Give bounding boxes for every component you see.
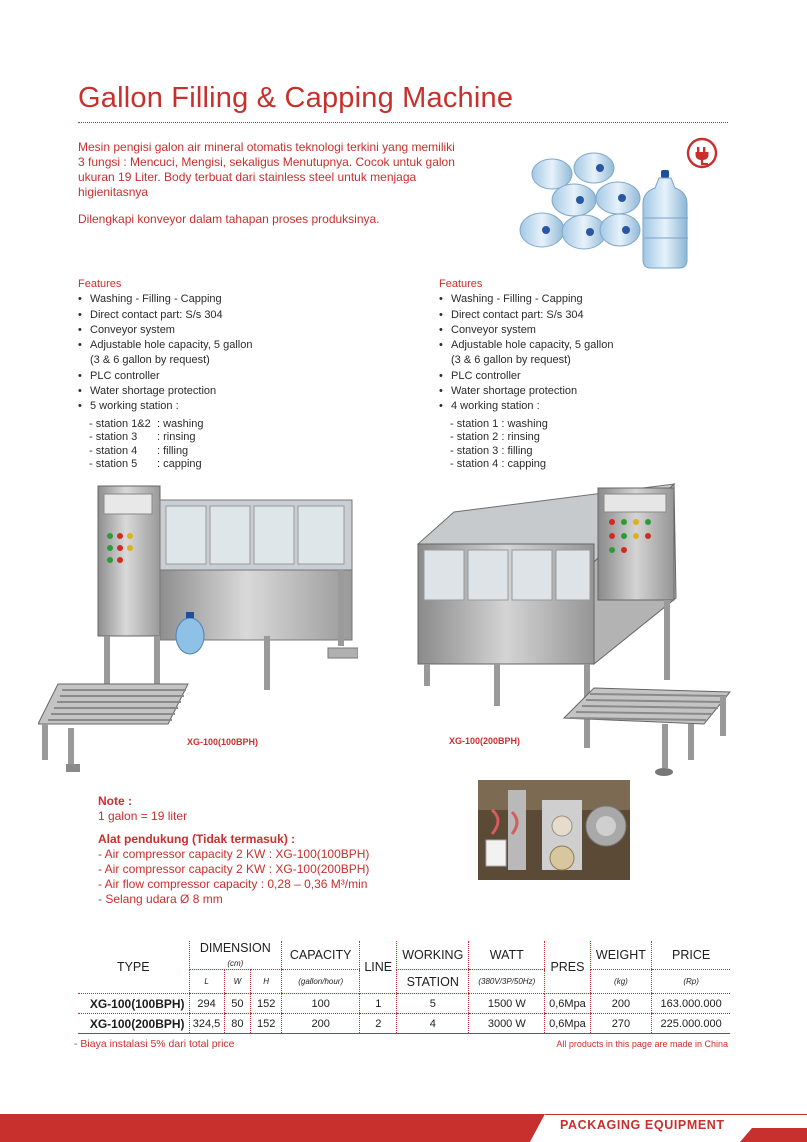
cell-weight: 270 (590, 1014, 652, 1034)
filling-detail-photo (478, 780, 630, 880)
cell-weight: 200 (590, 994, 652, 1014)
feature-item: • Conveyor system (439, 323, 729, 338)
cell-pres: 0,6Mpa (545, 1014, 590, 1034)
feature-item-subtext: (3 & 6 gallon by request) (90, 354, 210, 367)
station-row: - station 1 : washing (450, 417, 548, 430)
cell-type: XG-100(100BPH) (78, 994, 189, 1014)
features-heading: Features (439, 278, 483, 290)
note-line: 1 galon = 19 liter (98, 809, 188, 823)
station-task: : rinsing (157, 431, 196, 444)
station-row (89, 431, 378, 445)
cell-pres: 0,6Mpa (545, 994, 590, 1014)
header-capacity-unit: (gallon/hour) (282, 970, 360, 994)
cell-capacity: 100 (282, 994, 360, 1014)
cell-price: 163.000.000 (652, 994, 730, 1014)
cell-l: 294 (189, 994, 224, 1014)
feature-item: • 4 working station : (439, 399, 729, 414)
station-row (89, 445, 378, 459)
feature-item-subtext: (3 & 6 gallon by request) (451, 354, 571, 367)
intro-paragraph-1: Mesin pengisi galon air mineral otomatis teknologi terkini yang memiliki 3 fungsi : Mencuci, Mengisi, sekaligus Menutupnya. Cocok untuk galon ukuran 19 Liter. Body terbuat dari stainless steel untuk menjaga higienitasnya (78, 140, 455, 199)
gallon-bottles-image (518, 148, 694, 272)
accessory-item: - Air compressor capacity 2 KW : XG-100(200BPH) (98, 862, 370, 876)
header-dimension-unit: (cm) (227, 959, 244, 968)
header-working: WORKING (397, 941, 469, 970)
feature-item: • Direct contact part: S/s 304 (78, 308, 378, 323)
header-line: LINE (360, 941, 397, 994)
feature-item: • Washing - Filling - Capping (78, 292, 378, 307)
station-task: : filling (157, 444, 189, 457)
cell-station: 5 (397, 994, 469, 1014)
header-capacity: CAPACITY (282, 941, 360, 970)
header-l: L (189, 970, 224, 994)
header-weight: WEIGHT (590, 941, 652, 970)
cell-line: 1 (360, 994, 397, 1014)
features-left (78, 277, 378, 472)
intro-paragraph-2: Dilengkapi konveyor dalam tahapan proses produksinya. (78, 212, 380, 226)
cell-h: 152 (251, 1014, 282, 1034)
feature-item: • Water shortage protection (78, 384, 378, 399)
cell-watt: 1500 W (469, 994, 545, 1014)
station-list (439, 418, 729, 472)
station-row: - station 2 : rinsing (450, 431, 540, 444)
machine-200bph-image (414, 478, 734, 780)
station-task: : capping (157, 458, 202, 471)
header-pres: PRES (545, 941, 590, 994)
accessory-item: - Selang udara Ø 8 mm (98, 892, 223, 906)
accessory-item: - Air flow compressor capacity : 0,28 – 0,36 M³/min (98, 877, 368, 891)
station-name: - station 5 (89, 458, 138, 471)
feature-item: • Water shortage protection (439, 384, 729, 399)
cell-h: 152 (251, 994, 282, 1014)
station-row: - station 4 : capping (450, 458, 547, 471)
accessory-item: - Air compressor capacity 2 KW : XG-100(100BPH) (98, 847, 370, 861)
title-divider (78, 122, 728, 123)
cell-l: 324,5 (189, 1014, 224, 1034)
feature-item-text: Adjustable hole capacity, 5 gallon (90, 339, 253, 352)
installation-footnote: - Biaya instalasi 5% dari total price (74, 1038, 235, 1050)
cell-w: 50 (224, 994, 251, 1014)
model-label-200bph: XG-100(200BPH) (449, 736, 521, 746)
feature-item (439, 338, 729, 369)
header-station: STATION (397, 970, 469, 994)
page-title: Gallon Filling & Capping Machine (78, 82, 514, 114)
station-row (89, 458, 378, 472)
table-header-row (78, 941, 730, 970)
feature-item: • PLC controller (78, 369, 378, 384)
cell-capacity: 200 (282, 1014, 360, 1034)
station-task: : washing (157, 417, 204, 430)
features-right (439, 277, 729, 472)
origin-footnote: All products in this page are made in China (556, 1039, 728, 1049)
feature-item (78, 338, 378, 369)
station-list (78, 418, 378, 472)
feature-item: • PLC controller (439, 369, 729, 384)
header-price: PRICE (652, 941, 730, 970)
header-dimension (189, 941, 282, 970)
station-name: - station 3 (89, 431, 138, 444)
station-name: - station 1&2 (89, 417, 151, 430)
table-row (78, 1014, 730, 1034)
header-dimension-label: DIMENSION (199, 941, 271, 955)
header-h: H (251, 970, 282, 994)
feature-item: • Conveyor system (78, 323, 378, 338)
feature-item: • Washing - Filling - Capping (439, 292, 729, 307)
cell-line: 2 (360, 1014, 397, 1034)
note-heading: Note : (98, 794, 132, 808)
cell-watt: 3000 W (469, 1014, 545, 1034)
note-section (98, 794, 369, 907)
cell-w: 80 (224, 1014, 251, 1034)
cell-type: XG-100(200BPH) (78, 1014, 189, 1034)
accessories-heading: Alat pendukung (Tidak termasuk) : (98, 832, 296, 846)
station-row (89, 418, 378, 432)
feature-item: • Direct contact part: S/s 304 (439, 308, 729, 323)
footer-section-title: PACKAGING EQUIPMENT (560, 1118, 725, 1132)
machine-100bph-image (38, 480, 358, 776)
cell-station: 4 (397, 1014, 469, 1034)
feature-item: • 5 working station : (78, 399, 378, 414)
header-type: TYPE (78, 941, 189, 994)
feature-item-text: Adjustable hole capacity, 5 gallon (451, 339, 614, 352)
station-name: - station 4 (89, 444, 138, 457)
header-watt: WATT (469, 941, 545, 970)
cell-price: 225.000.000 (652, 1014, 730, 1034)
header-watt-unit: (380V/3P/50Hz) (469, 970, 545, 994)
intro-text (78, 140, 458, 227)
header-w: W (224, 970, 251, 994)
header-price-unit: (Rp) (652, 970, 730, 994)
table-row (78, 994, 730, 1014)
station-row: - station 3 : filling (450, 444, 533, 457)
model-label-100bph: XG-100(100BPH) (187, 737, 259, 747)
spec-table (78, 941, 730, 1034)
header-weight-unit: (kg) (590, 970, 652, 994)
features-heading: Features (78, 278, 122, 290)
